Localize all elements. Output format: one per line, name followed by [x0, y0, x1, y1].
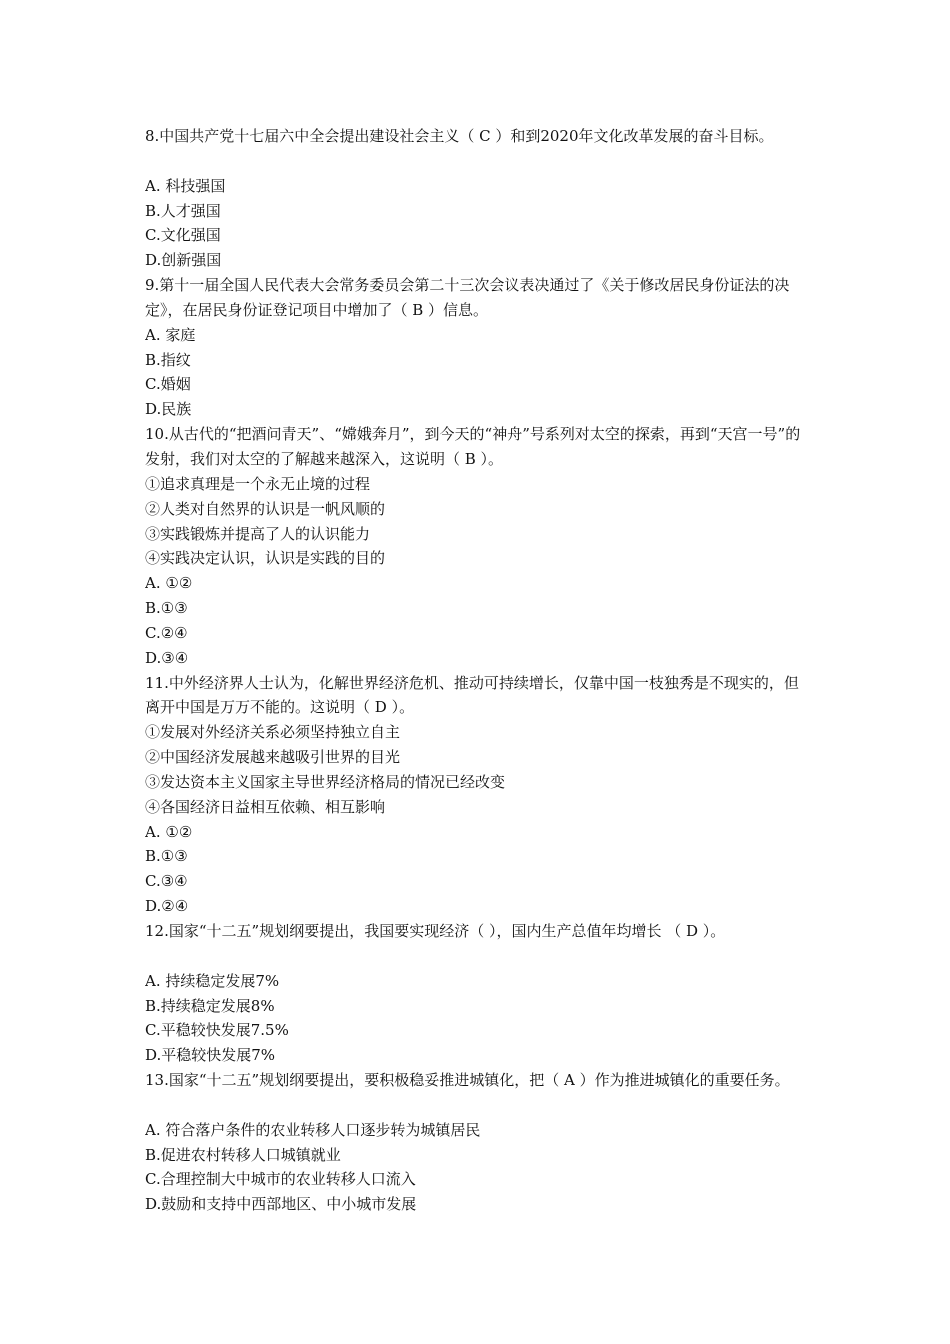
option-d: D.平稳较快发展7%	[145, 1046, 276, 1065]
statement-1: ①追求真理是一个永无止境的过程	[145, 474, 371, 493]
statement-3: ③发达资本主义国家主导世界经济格局的情况已经改变	[145, 772, 506, 791]
question-11	[145, 671, 810, 919]
statement-4: ④各国经济日益相互依赖、相互影响	[145, 797, 386, 816]
option-a: A. 符合落户条件的农业转移人口逐步转为城镇居民	[145, 1120, 481, 1139]
question-8	[145, 124, 810, 273]
option-b: B.①③	[145, 847, 188, 866]
question-10	[145, 422, 810, 670]
option-c: C.文化强国	[145, 226, 221, 245]
question-stem: 10.从古代的“把酒问青天”、“嫦娥奔月”，到今天的“神舟”号系列对太空的探索，再到“天宫一号”的发射，我们对太空的了解越来越深入，这说明（ B ）。	[145, 425, 801, 468]
statement-4: ④实践决定认识，认识是实践的目的	[145, 549, 386, 568]
option-a: A. ①②	[145, 822, 193, 841]
question-stem: 9.第十一届全国人民代表大会常务委员会第二十三次会议表决通过了《关于修改居民身份证法的决定》，在居民身份证登记项目中增加了（ B ）信息。	[145, 276, 790, 319]
question-stem: 13.国家“十二五”规划纲要提出，要积极稳妥推进城镇化，把（ A ）作为推进城镇化的重要任务。	[145, 1071, 790, 1090]
option-d: D.创新强国	[145, 251, 222, 270]
option-a: A. ①②	[145, 574, 193, 593]
option-c: C.平稳较快发展7.5%	[145, 1021, 289, 1040]
option-d: D.民族	[145, 400, 192, 419]
question-13	[145, 1068, 810, 1217]
question-stem: 11.中外经济界人士认为，化解世界经济危机、推动可持续增长，仅靠中国一枝独秀是不现实的，但离开中国是万万不能的。这说明（ D ）。	[145, 673, 799, 717]
option-a: A. 家庭	[145, 325, 196, 344]
option-c: C.②④	[145, 623, 188, 642]
option-c: C.合理控制大中城市的农业转移人口流入	[145, 1170, 416, 1189]
question-stem: 12.国家“十二五”规划纲要提出，我国要实现经济（ ），国内生产总值年均增长 （ D ）。	[145, 922, 726, 940]
option-c: C.③④	[145, 872, 188, 891]
option-b: B.人才强国	[145, 201, 221, 220]
option-a: A. 科技强国	[145, 176, 226, 195]
option-d: D.鼓励和支持中西部地区、中小城市发展	[145, 1195, 417, 1214]
option-d: D.③④	[145, 648, 189, 667]
statement-2: ②中国经济发展越来越吸引世界的目光	[145, 748, 401, 767]
option-d: D.②④	[145, 897, 189, 916]
question-stem: 8.中国共产党十七届六中全会提出建设社会主义（ C ）和到2020年文化改革发展的奋斗目标。	[145, 127, 774, 145]
option-b: B.指纹	[145, 350, 191, 369]
option-a: A. 持续稳定发展7%	[145, 971, 280, 990]
statement-1: ①发展对外经济关系必须坚持独立自主	[145, 723, 401, 742]
option-b: B.①③	[145, 599, 188, 618]
question-9	[145, 273, 810, 422]
statement-3: ③实践锻炼并提高了人的认识能力	[145, 524, 371, 543]
question-12	[145, 919, 810, 1068]
statement-2: ②人类对自然界的认识是一帆风顺的	[145, 499, 386, 518]
option-c: C.婚姻	[145, 375, 191, 394]
document-page	[145, 124, 810, 1217]
option-b: B.持续稳定发展8%	[145, 996, 275, 1015]
option-b: B.促进农村转移人口城镇就业	[145, 1145, 341, 1164]
